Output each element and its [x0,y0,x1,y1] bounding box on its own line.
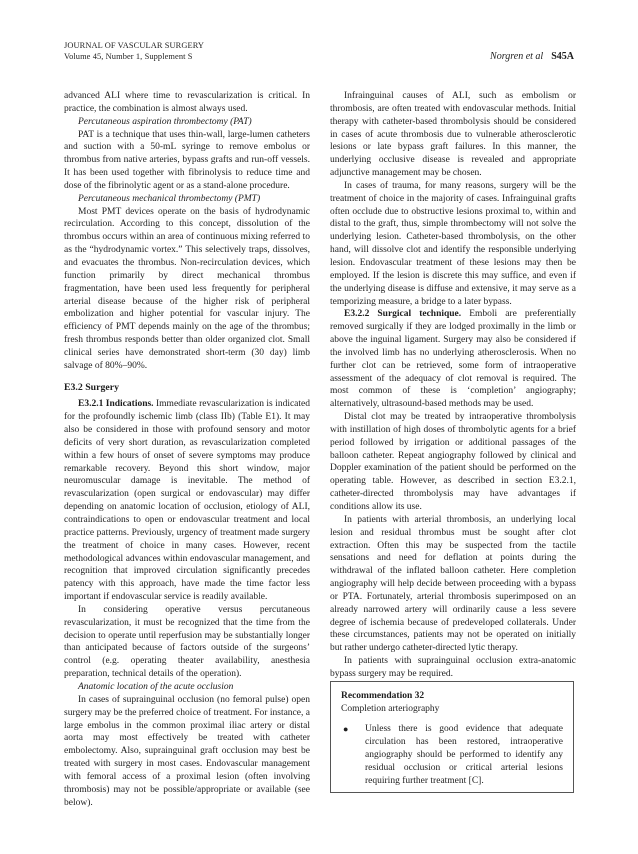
runin-heading-indications: E3.2.1 Indications. [78,399,154,410]
section-heading-surgery: E3.2 Surgery [64,381,119,393]
journal-volume: Volume 45, Number 1, Supplement S [64,52,193,61]
subsection-heading-anatomic: Anatomic location of the acute occlusion [78,681,234,692]
left-column [64,90,310,809]
page-number: S45A [551,51,574,62]
recommendation-text: Unless there is good evidence that adequate circulation has been restored, intraoperative angiography should be performed to identify any residual occlusion or critical arterial lesions requiring further treatment [C]. [365,724,563,786]
paragraph: In patients with suprainguinal occlusion extra-anatomic bypass surgery may be required. [330,656,576,679]
running-authors: Norgren et al [490,51,544,62]
subsection-heading-pmt: Percutaneous mechanical thrombectomy (PMT) [78,193,261,204]
recommendation-subtitle: Completion arteriography [341,704,440,714]
recommendation-item [341,723,563,788]
runin-heading-surgical-technique: E3.2.2 Surgical technique. [344,309,462,320]
paragraph: Most PMT devices operate on the basis of hydrodynamic recirculation. According to this concept, dissolution of the thrombus occurs within an area of continuous mixing referred to as the “hydrodynamic vortex.” This selectively traps, dissolves, and evacuates the thrombus. Non-recirculation devices, which function primarily by direct mechanical thrombus fragmentation, have been used less frequently for peripheral arterial disease because of the higher risk of peripheral embolization and higher potential for vascular injury. The efficiency of PMT depends mainly on the age of the thrombus; fresh thrombus responds better than older organized clot. Small clinical series have demonstrated short-term (30 day) limb salvage of 80%–90%. [64,206,310,371]
journal-name: JOURNAL OF VASCULAR SURGERY [64,41,205,50]
paragraph: Distal clot may be treated by intraoperative thrombolysis with instillation of high doses of thrombolytic agents for a brief period followed by irrigation or additional passages of the balloon catheter. Repeat angiography followed by clinical and Doppler examination of the patient should be performed on the operating table. However, as described in section E3.2.1, catheter-directed thrombolysis may have advantages if conditions allow its use. [330,412,576,512]
running-head-right [490,51,574,63]
paragraph: PAT is a technique that uses thin-wall, large-lumen catheters and suction with a 50-mL syringe to remove embolus or thrombus from native arteries, bypass grafts and run-off vessels. It has been used together with fibrinolysis to reduce time and dose of the fibrinolytic agent or as a stand-alone procedure. [64,129,310,191]
paragraph-surgical-technique [330,308,576,411]
right-column [330,90,576,681]
paragraph-indications [64,398,310,604]
paragraph: Infrainguinal causes of ALI, such as embolism or thrombosis, are often treated with endovascular methods. Initial therapy with catheter-based thrombolysis should be considered in cases of acute thrombosis due to vulnerable atherosclerotic lesions or late bypass graft failures. In this manner, the underlying occlusive disease is revealed and appropriate adjunctive management may be chosen. [330,91,576,179]
paragraph: In patients with arterial thrombosis, an underlying local lesion and residual thrombus must be sought after clot extraction. Often this may be suspected from the tactile sensations and need for deflation at points during the withdrawal of the inflated balloon catheter. Here completion angiography will help decide between proceeding with a bypass or PTA. Fortunately, arterial thrombosis superimposed on an already narrowed artery will ordinarily cause a less severe degree of ischemia because of predeveloped collaterals. Under these circumstances, patients may not be operated on initially but rather undergo catheter-directed lytic therapy. [330,514,576,654]
paragraph: In cases of suprainguinal occlusion (no femoral pulse) open surgery may be the preferred choice of treatment. For instance, a large embolus in the common proximal iliac artery or distal aorta may most effectively be treated with catheter embolectomy. Also, suprainguinal graft occlusion may best be treated with surgery in most cases. Endovascular management with femoral access of a proximal lesion (often involving thrombosis) may not be possible/appropriate or available (see below). [64,694,310,808]
paragraph: advanced ALI where time to revascularization is critical. In practice, the combination is almost always used. [64,91,310,114]
running-header [64,40,574,68]
subsection-heading-pat: Percutaneous aspiration thrombectomy (PAT) [78,116,252,127]
paragraph-text: Immediate revascularization is indicated for the profoundly ischemic limb (class IIb) (Table E1). It may also be considered in those with profound sensory and motor deficits of very short duration, as revascularization completed within a few hours of onset of severe symptoms may produce remarkable recovery. Beyond this short window, major neuromuscular damage is inevitable. The method of revascularization (open surgical or endovascular) may differ depending on anatomic location of occlusion, etiology of ALI, contraindications to open or endovascular treatment and local practice patterns. Previously, urgency of treatment made surgery the treatment of choice in many cases. However, recent methodological advances within endovascular management, and recognition that improved circulation significantly precedes patency with this approach, have made the time factor less important if endovascular service is readily available. [64,399,310,603]
bullet-icon: ● [343,724,349,734]
recommendation-box [330,681,574,793]
paragraph: In considering operative versus percutaneous revascularization, it must be recognized that the time from the decision to operate until reperfusion may be substantially longer than anticipated because of factors outside of the surgeons’ control (e.g. operating theater availability, anesthesia preparation, technical details of the operation). [64,604,310,680]
paragraph-text: Emboli are preferentially removed surgically if they are lodged proximally in the limb or above the inguinal ligament. Surgery may also be considered if the involved limb has no underlying atherosclerosis. When no further clot can be retrieved, some form of intraoperative assessment of the adequacy of clot removal is required. The most common of these is ‘completion’ angiography; alternatively, ultrasound-based methods may be used. [330,309,577,410]
paragraph: In cases of trauma, for many reasons, surgery will be the treatment of choice in the majority of cases. Infrainguinal grafts often occlude due to obstructive lesions proximal to, within and distal to the graft, thus, simple thrombectomy will not solve the underlying lesion. Catheter-based thrombolysis, on the other hand, will dissolve clot and identify the responsible underlying lesion. Endovascular treatment of these lesions may then be employed. If the lesion is discrete this may suffice, and even if the underlying disease is diffuse and extensive, it may serve as a temporizing measure, a bridge to a later bypass. [330,180,576,307]
recommendation-title: Recommendation 32 [341,691,425,701]
